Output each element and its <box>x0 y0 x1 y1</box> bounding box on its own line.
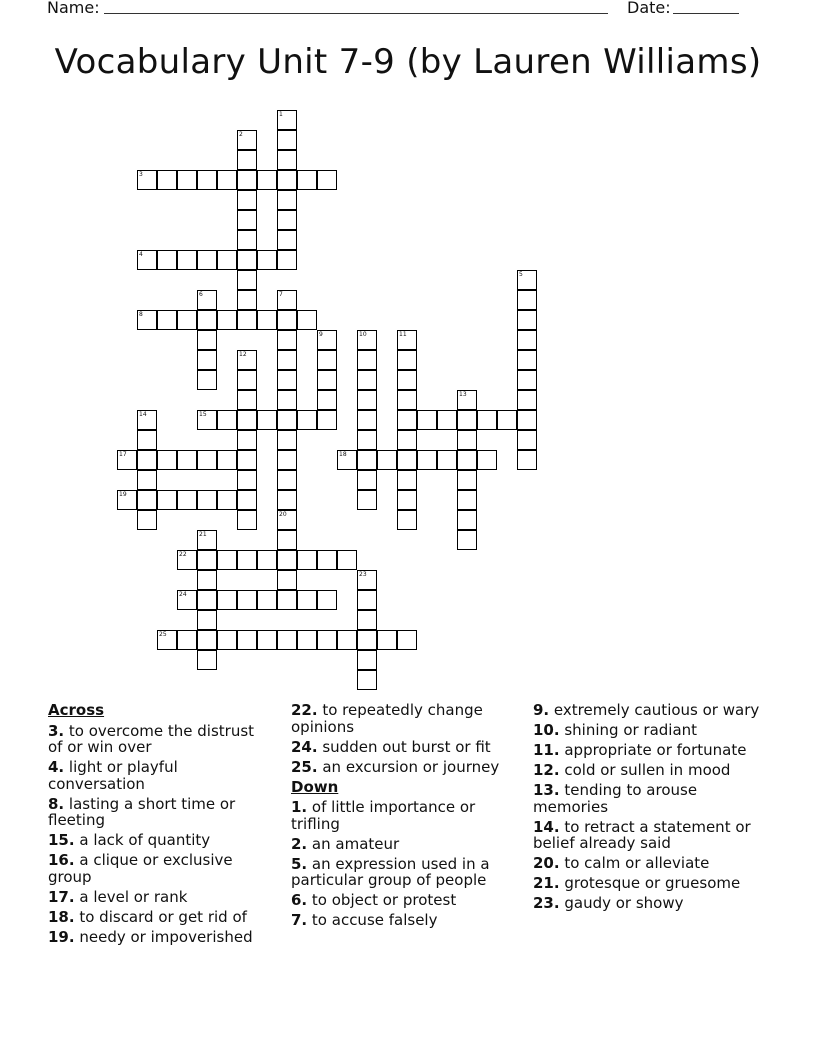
down-heading: Down <box>291 777 339 796</box>
grid-cell[interactable] <box>177 170 197 190</box>
grid-cell[interactable] <box>257 630 277 650</box>
grid-cell[interactable] <box>197 330 217 350</box>
grid-cell[interactable] <box>237 390 257 410</box>
grid-cell[interactable] <box>337 550 357 570</box>
grid-cell[interactable] <box>277 570 297 590</box>
grid-cell[interactable] <box>257 170 277 190</box>
grid-cell[interactable] <box>277 430 297 450</box>
grid-cell[interactable] <box>137 470 157 490</box>
grid-cell[interactable] <box>517 410 537 430</box>
grid-cell[interactable] <box>277 550 297 570</box>
grid-cell[interactable] <box>137 310 157 330</box>
grid-cell[interactable] <box>157 250 177 270</box>
clue-number: 7 <box>279 291 283 298</box>
grid-cell[interactable] <box>517 450 537 470</box>
clue-item <box>533 895 765 912</box>
clues-column-1 <box>48 702 273 949</box>
grid-cell[interactable] <box>237 290 257 310</box>
grid-cell[interactable] <box>197 610 217 630</box>
clue-text: gaudy or showy <box>564 894 684 912</box>
grid-cell[interactable] <box>317 370 337 390</box>
grid-cell[interactable] <box>517 270 537 290</box>
grid-cell[interactable] <box>137 410 157 430</box>
grid-cell[interactable] <box>357 670 377 690</box>
clue-item <box>48 723 273 756</box>
grid-cell[interactable] <box>117 490 137 510</box>
clue-item <box>48 889 273 906</box>
grid-cell[interactable] <box>277 250 297 270</box>
grid-cell[interactable] <box>277 470 297 490</box>
grid-cell[interactable] <box>497 410 517 430</box>
grid-cell[interactable] <box>197 590 217 610</box>
grid-cell[interactable] <box>297 410 317 430</box>
grid-cell[interactable] <box>397 390 417 410</box>
clue-num: 16. <box>48 851 75 869</box>
grid-cell[interactable] <box>257 410 277 430</box>
grid-cell[interactable] <box>517 290 537 310</box>
clue-num: 22. <box>291 701 318 719</box>
grid-cell[interactable] <box>377 630 397 650</box>
clue-item <box>291 702 516 735</box>
clue-number: 8 <box>139 311 143 318</box>
grid-cell[interactable] <box>457 410 477 430</box>
grid-cell[interactable] <box>237 130 257 150</box>
grid-cell[interactable] <box>237 410 257 430</box>
clue-number: 10 <box>359 331 367 338</box>
clue-num: 15. <box>48 831 75 849</box>
clue-num: 14. <box>533 817 560 836</box>
clues-column-2 <box>291 702 516 932</box>
grid-cell[interactable] <box>157 630 177 650</box>
clue-number: 20 <box>279 511 287 518</box>
clue-item <box>291 739 516 756</box>
clue-number: 18 <box>339 451 347 458</box>
grid-cell[interactable] <box>257 550 277 570</box>
grid-cell[interactable] <box>277 370 297 390</box>
grid-cell[interactable] <box>237 230 257 250</box>
grid-cell[interactable] <box>397 350 417 370</box>
grid-cell[interactable] <box>477 410 497 430</box>
date-label: Date: <box>627 0 671 17</box>
grid-cell[interactable] <box>277 530 297 550</box>
grid-cell[interactable] <box>277 390 297 410</box>
clue-item <box>291 799 516 832</box>
clue-item <box>48 852 273 885</box>
grid-cell[interactable] <box>237 370 257 390</box>
grid-cell[interactable] <box>357 370 377 390</box>
clue-text: shining or radiant <box>564 721 698 739</box>
grid-cell[interactable] <box>217 310 237 330</box>
grid-cell[interactable] <box>157 310 177 330</box>
clue-num: 18. <box>48 907 75 926</box>
grid-cell[interactable] <box>137 450 157 470</box>
grid-cell[interactable] <box>277 170 297 190</box>
clue-item <box>48 929 273 946</box>
grid-cell[interactable] <box>237 150 257 170</box>
grid-cell[interactable] <box>157 450 177 470</box>
clue-item <box>533 819 765 852</box>
grid-cell[interactable] <box>237 550 257 570</box>
clue-item <box>533 875 765 892</box>
grid-cell[interactable] <box>397 470 417 490</box>
grid-cell[interactable] <box>277 290 297 310</box>
grid-cell[interactable] <box>197 170 217 190</box>
grid-cell[interactable] <box>277 410 297 430</box>
grid-cell[interactable] <box>217 250 237 270</box>
name-label: Name: <box>47 0 100 17</box>
grid-cell[interactable] <box>517 330 537 350</box>
clue-num: 21. <box>533 874 560 892</box>
grid-cell[interactable] <box>237 590 257 610</box>
clue-number: 1 <box>279 111 283 118</box>
clue-number: 2 <box>239 131 243 138</box>
clue-text: lasting a short time or fleeting <box>48 794 236 829</box>
clue-number: 25 <box>159 631 167 638</box>
clue-text: an expression used in a particular group of people <box>291 854 490 889</box>
grid-cell[interactable] <box>277 510 297 530</box>
grid-cell[interactable] <box>517 430 537 450</box>
clue-number: 5 <box>519 271 523 278</box>
clue-num: 25. <box>291 757 318 776</box>
grid-cell[interactable] <box>277 230 297 250</box>
grid-cell[interactable] <box>297 550 317 570</box>
grid-cell[interactable] <box>177 550 197 570</box>
grid-cell[interactable] <box>317 390 337 410</box>
clue-num: 8. <box>48 794 65 813</box>
grid-cell[interactable] <box>397 510 417 530</box>
grid-cell[interactable] <box>277 330 297 350</box>
grid-cell[interactable] <box>237 350 257 370</box>
grid-cell[interactable] <box>257 310 277 330</box>
grid-cell[interactable] <box>197 550 217 570</box>
across-heading: Across <box>48 701 105 719</box>
grid-cell[interactable] <box>397 410 417 430</box>
grid-cell[interactable] <box>237 490 257 510</box>
grid-cell[interactable] <box>457 450 477 470</box>
clue-item <box>533 762 765 779</box>
clue-item <box>48 832 273 849</box>
clue-text: needy or impoverished <box>79 927 253 946</box>
clue-number: 21 <box>199 531 207 538</box>
clue-number: 15 <box>199 411 207 418</box>
grid-cell[interactable] <box>517 370 537 390</box>
grid-cell[interactable] <box>437 450 457 470</box>
grid-cell[interactable] <box>457 510 477 530</box>
grid-cell[interactable] <box>277 450 297 470</box>
grid-cell[interactable] <box>277 150 297 170</box>
grid-cell[interactable] <box>277 590 297 610</box>
clue-text: to accuse falsely <box>311 911 438 929</box>
clue-number: 11 <box>399 331 407 338</box>
grid-cell[interactable] <box>277 110 297 130</box>
clue-text: a level or rank <box>79 887 188 906</box>
clue-text: light or playful conversation <box>48 758 178 793</box>
grid-cell[interactable] <box>397 370 417 390</box>
grid-cell[interactable] <box>257 590 277 610</box>
grid-cell[interactable] <box>177 490 197 510</box>
grid-cell[interactable] <box>197 570 217 590</box>
grid-cell[interactable] <box>417 450 437 470</box>
puzzle-title: Vocabulary Unit 7-9 (by Lauren Williams) <box>54 42 762 82</box>
grid-cell[interactable] <box>177 310 197 330</box>
grid-cell[interactable] <box>197 350 217 370</box>
grid-cell[interactable] <box>357 410 377 430</box>
clue-text: to retract a statement or belief already said <box>533 817 751 852</box>
grid-cell[interactable] <box>317 330 337 350</box>
grid-cell[interactable] <box>257 250 277 270</box>
grid-cell[interactable] <box>237 310 257 330</box>
grid-cell[interactable] <box>297 590 317 610</box>
clue-item <box>533 782 765 815</box>
grid-cell[interactable] <box>317 170 337 190</box>
clue-item <box>533 855 765 872</box>
clue-item <box>291 759 516 776</box>
clue-text: an amateur <box>311 834 400 853</box>
grid-cell[interactable] <box>137 430 157 450</box>
grid-cell[interactable] <box>337 630 357 650</box>
clue-num: 11. <box>533 741 560 759</box>
clue-num: 19. <box>48 927 75 946</box>
grid-cell[interactable] <box>137 490 157 510</box>
grid-cell[interactable] <box>297 310 317 330</box>
grid-cell[interactable] <box>237 430 257 450</box>
grid-cell[interactable] <box>477 450 497 470</box>
grid-cell[interactable] <box>317 350 337 370</box>
grid-cell[interactable] <box>337 450 357 470</box>
grid-cell[interactable] <box>297 630 317 650</box>
clue-text: of little importance or trifling <box>291 798 476 833</box>
grid-cell[interactable] <box>137 510 157 530</box>
clue-item <box>48 796 273 829</box>
clue-number: 9 <box>319 331 323 338</box>
grid-cell[interactable] <box>357 490 377 510</box>
clue-text: to object or protest <box>311 891 457 909</box>
grid-cell[interactable] <box>317 410 337 430</box>
clue-text: an excursion or journey <box>322 757 500 776</box>
grid-cell[interactable] <box>217 590 237 610</box>
clue-text: tending to arouse memories <box>533 781 698 816</box>
clue-item <box>48 909 273 926</box>
grid-cell[interactable] <box>237 170 257 190</box>
clue-number: 13 <box>459 391 467 398</box>
grid-cell[interactable] <box>517 350 537 370</box>
grid-cell[interactable] <box>397 450 417 470</box>
grid-cell[interactable] <box>177 250 197 270</box>
clue-item <box>291 836 516 853</box>
grid-cell[interactable] <box>277 490 297 510</box>
clue-number: 4 <box>139 251 143 258</box>
clue-number: 3 <box>139 171 143 178</box>
clue-text: a clique or exclusive group <box>48 851 233 886</box>
grid-cell[interactable] <box>357 470 377 490</box>
clue-text: to repeatedly change opinions <box>291 701 483 736</box>
grid-cell[interactable] <box>437 410 457 430</box>
clue-text: to calm or alleviate <box>564 854 710 872</box>
grid-cell[interactable] <box>197 290 217 310</box>
grid-cell[interactable] <box>237 270 257 290</box>
grid-cell[interactable] <box>197 370 217 390</box>
grid-cell[interactable] <box>397 430 417 450</box>
clue-num: 10. <box>533 721 560 739</box>
grid-cell[interactable] <box>217 490 237 510</box>
grid-cell[interactable] <box>457 530 477 550</box>
clue-text: appropriate or fortunate <box>564 741 747 759</box>
grid-cell[interactable] <box>117 450 137 470</box>
grid-cell[interactable] <box>157 170 177 190</box>
clue-text: grotesque or gruesome <box>564 874 741 892</box>
clue-num: 3. <box>48 721 65 740</box>
clue-number: 23 <box>359 571 367 578</box>
grid-cell[interactable] <box>137 250 157 270</box>
grid-cell[interactable] <box>357 650 377 670</box>
grid-cell[interactable] <box>237 630 257 650</box>
clue-num: 4. <box>48 758 65 776</box>
grid-cell[interactable] <box>237 250 257 270</box>
grid-cell[interactable] <box>517 310 537 330</box>
grid-cell[interactable] <box>297 170 317 190</box>
grid-cell[interactable] <box>277 210 297 230</box>
clue-number: 17 <box>119 451 127 458</box>
clue-num: 6. <box>291 891 308 909</box>
grid-cell[interactable] <box>137 170 157 190</box>
clue-item <box>533 702 765 719</box>
clue-item <box>48 759 273 792</box>
clue-num: 23. <box>533 894 560 912</box>
grid-cell[interactable] <box>177 630 197 650</box>
grid-cell[interactable] <box>357 330 377 350</box>
grid-cell[interactable] <box>277 310 297 330</box>
grid-cell[interactable] <box>457 490 477 510</box>
grid-cell[interactable] <box>237 470 257 490</box>
grid-cell[interactable] <box>357 350 377 370</box>
grid-cell[interactable] <box>157 490 177 510</box>
grid-cell[interactable] <box>197 250 217 270</box>
grid-cell[interactable] <box>457 470 477 490</box>
grid-cell[interactable] <box>277 350 297 370</box>
clue-num: 17. <box>48 887 75 906</box>
grid-cell[interactable] <box>357 590 377 610</box>
clue-text: extremely cautious or wary <box>553 701 760 719</box>
grid-cell[interactable] <box>317 630 337 650</box>
clue-item <box>533 742 765 759</box>
grid-cell[interactable] <box>397 490 417 510</box>
grid-cell[interactable] <box>277 630 297 650</box>
grid-cell[interactable] <box>217 410 237 430</box>
clue-num: 20. <box>533 854 560 872</box>
grid-cell[interactable] <box>177 590 197 610</box>
grid-cell[interactable] <box>357 570 377 590</box>
clues-column-3 <box>533 702 765 915</box>
grid-cell[interactable] <box>457 430 477 450</box>
grid-cell[interactable] <box>317 550 337 570</box>
grid-cell[interactable] <box>357 390 377 410</box>
clue-number: 14 <box>139 411 147 418</box>
grid-cell[interactable] <box>417 410 437 430</box>
grid-cell[interactable] <box>197 310 217 330</box>
clue-num: 13. <box>533 781 560 799</box>
grid-cell[interactable] <box>197 490 217 510</box>
grid-cell[interactable] <box>357 630 377 650</box>
clue-num: 9. <box>533 701 550 719</box>
clue-num: 7. <box>291 911 308 929</box>
grid-cell[interactable] <box>217 170 237 190</box>
grid-cell[interactable] <box>357 450 377 470</box>
clue-text: sudden out burst or fit <box>322 737 491 756</box>
clue-item <box>291 912 516 929</box>
grid-cell[interactable] <box>277 190 297 210</box>
grid-cell[interactable] <box>217 550 237 570</box>
grid-cell[interactable] <box>177 450 197 470</box>
grid-cell[interactable] <box>277 130 297 150</box>
clue-number: 24 <box>179 591 187 598</box>
grid-cell[interactable] <box>197 650 217 670</box>
clue-num: 5. <box>291 854 308 873</box>
grid-cell[interactable] <box>397 330 417 350</box>
grid-cell[interactable] <box>357 610 377 630</box>
clue-text: to overcome the distrust of or win over <box>48 721 255 756</box>
grid-cell[interactable] <box>517 390 537 410</box>
grid-cell[interactable] <box>237 210 257 230</box>
grid-cell[interactable] <box>217 630 237 650</box>
clue-num: 24. <box>291 737 318 756</box>
clue-text: to discard or get rid of <box>79 907 247 926</box>
grid-cell[interactable] <box>357 430 377 450</box>
clue-num: 2. <box>291 834 308 853</box>
grid-cell[interactable] <box>197 530 217 550</box>
grid-cell[interactable] <box>197 410 217 430</box>
grid-cell[interactable] <box>237 510 257 530</box>
clue-num: 1. <box>291 798 308 816</box>
clue-number: 6 <box>199 291 203 298</box>
clue-item <box>291 892 516 909</box>
grid-cell[interactable] <box>237 450 257 470</box>
clue-text: a lack of quantity <box>79 831 211 849</box>
grid-cell[interactable] <box>457 390 477 410</box>
grid-cell[interactable] <box>197 450 217 470</box>
grid-cell[interactable] <box>377 450 397 470</box>
grid-cell[interactable] <box>217 450 237 470</box>
clue-item <box>291 856 516 889</box>
clue-item <box>533 722 765 739</box>
clue-num: 12. <box>533 761 560 779</box>
grid-cell[interactable] <box>397 630 417 650</box>
grid-cell[interactable] <box>317 590 337 610</box>
clue-text: cold or sullen in mood <box>564 761 731 779</box>
clue-number: 19 <box>119 491 127 498</box>
grid-cell[interactable] <box>237 190 257 210</box>
clue-number: 22 <box>179 551 187 558</box>
grid-cell[interactable] <box>197 630 217 650</box>
clue-number: 12 <box>239 351 247 358</box>
